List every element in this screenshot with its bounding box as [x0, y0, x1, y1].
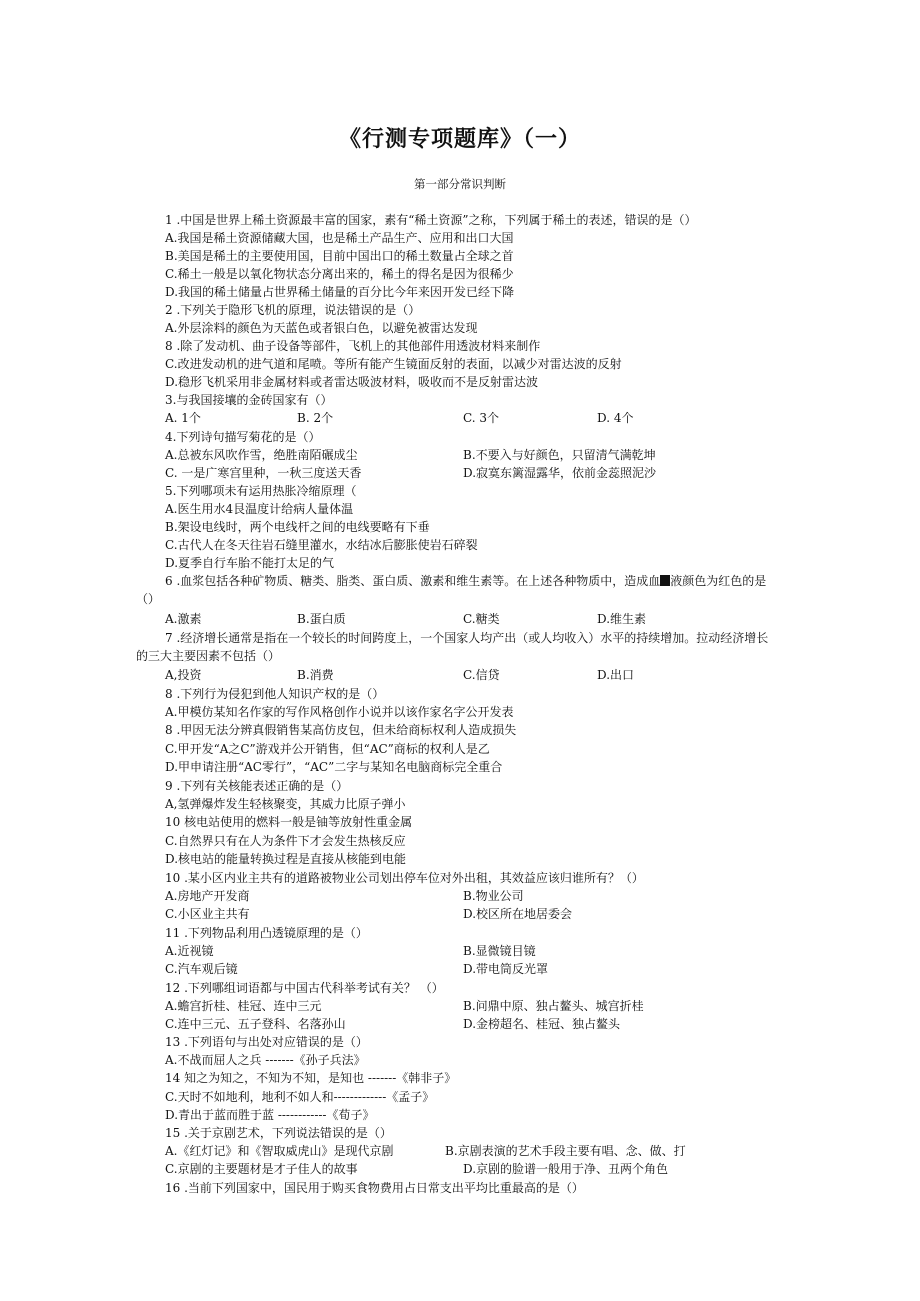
q11-option-b: B.显微镜目镜	[463, 944, 536, 958]
q4-option-b: B.不要入与好颜色，只留清气满乾坤	[463, 448, 656, 462]
q9-option-a: A,氢弹爆炸发生轻核聚变，其威力比原子弹小	[165, 797, 406, 811]
q10-option-b: B.物业公司	[463, 889, 524, 903]
q6-stem-part-2: 液颜色为红色的是（）	[136, 574, 767, 606]
q8-option-d: D.甲申请注册“AC零行”，“AC”二字与某知名电脑商标完全重合	[165, 760, 503, 774]
q4-option-c: C. 一是广寒宫里种，一秋三度送天香	[165, 466, 362, 480]
q6-stem-part-1: 6 .血浆包括各种矿物质、糖类、脂类、蛋白质、激素和维生素等。在上述各种物质中，造成血	[165, 574, 661, 588]
q3-option-c: C. 3个	[463, 411, 500, 425]
q6-option-a: A.激素	[165, 612, 202, 626]
q2-option-b: 8 .除了发动机、曲子设备等部件，飞机上的其他部件用透波材料来制作	[165, 339, 541, 353]
q1-option-c: C.稀土一般是以氧化物状态分离出来的，稀土的得名是因为很稀少	[165, 267, 514, 281]
question-15-stem: 15 .关于京剧艺术，下列说法错误的是（）	[165, 1126, 392, 1140]
question-6-stem	[136, 572, 776, 608]
q1-option-a: A.我国是稀土资源储藏大国，也是稀土产品生产、应用和出口大国	[165, 231, 514, 245]
q8-option-b: 8 .甲因无法分辨真假销售某高仿皮包，但未给商标权利人造成损失	[165, 723, 517, 737]
q13-option-c: C.天时不如地利，地利不如人和-------------《孟子》	[165, 1090, 435, 1104]
q5-option-b: B.架设电线时，两个电线杆之间的电线要略有下垂	[165, 520, 430, 534]
q2-option-a: A.外层涂料的颜色为天蓝色或者银白色，以避免被雷达发现	[165, 321, 478, 335]
question-12-stem: 12 .下列哪组词语都与中国古代科举考试有关？ （）	[165, 981, 444, 995]
q13-option-b: 14 知之为知之，不知为不知，是知也 -------《韩非子》	[165, 1071, 457, 1085]
q2-option-d: D.稳形飞机采用非金属材料或者雷达吸波材料，吸收而不是反射雷达波	[165, 375, 539, 389]
q5-option-d: D.夏季自行车胎不能打太足的气	[165, 556, 335, 570]
q8-option-c: C.甲开发“A之C”游戏并公开销售，但“AC”商标的权利人是乙	[165, 742, 490, 756]
question-4-stem: 4.下列诗句描写菊花的是（）	[165, 430, 321, 444]
q1-option-b: B.美国是稀土的主要使用国，目前中国出口的稀土数量占全球之首	[165, 249, 514, 263]
q10-option-a: A.房地产开发商	[165, 889, 250, 903]
q4-option-d: D.寂寞东篱湿露华，依前金蕊照泥沙	[463, 466, 657, 480]
question-2-stem: 2 .下列关于隐形飞机的原理，说法错误的是（）	[165, 303, 421, 317]
q2-option-c: C.改进发动机的进气道和尾喷。等所有能产生镜面反射的表面，以减少对雷达波的反射	[165, 357, 622, 371]
q4-option-a: A.总被东风吹作雪，绝胜南陌碾成尘	[165, 448, 358, 462]
q15-option-a: A.《红灯记》和《智取威虎山》是现代京剧	[165, 1144, 394, 1158]
q9-option-c: C.自然界只有在人为条件下才会发生热核反应	[165, 834, 406, 848]
question-1-stem: 1 .中国是世界上稀土资源最丰富的国家，素有“稀土资源”之称，下列属于稀土的表述，错误的是（）	[165, 213, 697, 227]
question-10-stem: 10 .某小区内业主共有的道路被物业公司划出停车位对外出租，其效益应该归谁所有？（）	[165, 871, 644, 885]
q9-option-b: 10 核电站使用的燃料一般是铀等放射性重金属	[165, 815, 413, 829]
q5-option-c: C.古代人在冬天往岩石缝里灌水，水结冰后膨胀使岩石碎裂	[165, 538, 478, 552]
q5-option-a: A.医生用水4艮温度计给病人量体温	[165, 502, 354, 516]
q12-option-d: D.金榜超名、桂冠、独占鳌头	[463, 1017, 621, 1031]
q10-option-c: C.小区业主共有	[165, 907, 250, 921]
question-16-stem: 16 .当前下列国家中，国民用于购买食物费用占日常支出平均比重最高的是（）	[165, 1181, 584, 1195]
q9-option-d: D.核电站的能量转换过程是直接从核能到电能	[165, 852, 407, 866]
question-9-stem: 9 .下列有关核能表述正确的是（）	[165, 779, 349, 793]
q13-option-d: D.青出于蓝而胜于蓝 ------------《荀子》	[165, 1108, 375, 1122]
question-13-stem: 13 .下列语句与出处对应错误的是（）	[165, 1035, 368, 1049]
q7-option-a: A,投资	[165, 668, 202, 682]
q10-option-d: D.校区所在地居委会	[463, 907, 573, 921]
q3-option-b: B. 2个	[297, 411, 334, 425]
q7-option-d: D.出口	[597, 668, 635, 682]
q8-option-a: A.甲模仿某知名作家的写作风格创作小说并以该作家名字公开发表	[165, 705, 514, 719]
q15-option-c: C.京剧的主要题材是才子佳人的故事	[165, 1162, 358, 1176]
q15-option-d: D.京剧的脸谱一般用于净、丑两个角色	[463, 1162, 669, 1176]
q12-option-a: A.蟾宫折桂、桂冠、连中三元	[165, 999, 322, 1013]
q6-option-b: B.蛋白质	[297, 612, 346, 626]
question-8-stem: 8 .下列行为侵犯到他人知识产权的是（）	[165, 687, 385, 701]
q7-option-c: C.信贷	[463, 668, 500, 682]
q7-option-b: B.消费	[297, 668, 334, 682]
q13-option-a: A.不战而屈人之兵 -------《孙子兵法》	[165, 1053, 366, 1067]
question-3-stem: 3.与我国接壤的金砖国家有（）	[165, 393, 333, 407]
question-7-stem: 7 .经济增长通常是指在一个较长的时间跨度上，一个国家人均产出（或人均收入）水平的持续增加。拉动经济增长的三大主要因素不包括（）	[136, 631, 769, 663]
q11-option-d: D.带电筒反光罩	[463, 962, 549, 976]
q11-option-a: A.近视镜	[165, 944, 214, 958]
document-title: 《行测专项题库》（一）	[338, 126, 581, 152]
redaction-block-icon	[660, 575, 670, 586]
q6-option-c: C.糖类	[463, 612, 500, 626]
q3-option-d: D. 4个	[597, 411, 634, 425]
q6-option-d: D.维生素	[597, 612, 647, 626]
question-5-stem: 5.下列哪项未有运用热胀冷缩原理（	[165, 484, 357, 498]
q15-option-b: B.京剧表演的艺术手段主要有唱、念、做、打	[445, 1144, 686, 1158]
q11-option-c: C.汽车观后镜	[165, 962, 238, 976]
q1-option-d: D.我国的稀土储量占世界稀土储量的百分比今年来因开发已经下降	[165, 285, 515, 299]
question-11-stem: 11 .下列物品利用凸透镜原理的是（）	[165, 926, 368, 940]
q12-option-b: B.问鼎中原、独占鳌头、城宫折桂	[463, 999, 644, 1013]
section-heading: 第一部分常识判断	[414, 177, 506, 191]
q12-option-c: C.连中三元、五子登科、名落孙山	[165, 1017, 346, 1031]
q3-option-a: A. 1个	[165, 411, 201, 425]
